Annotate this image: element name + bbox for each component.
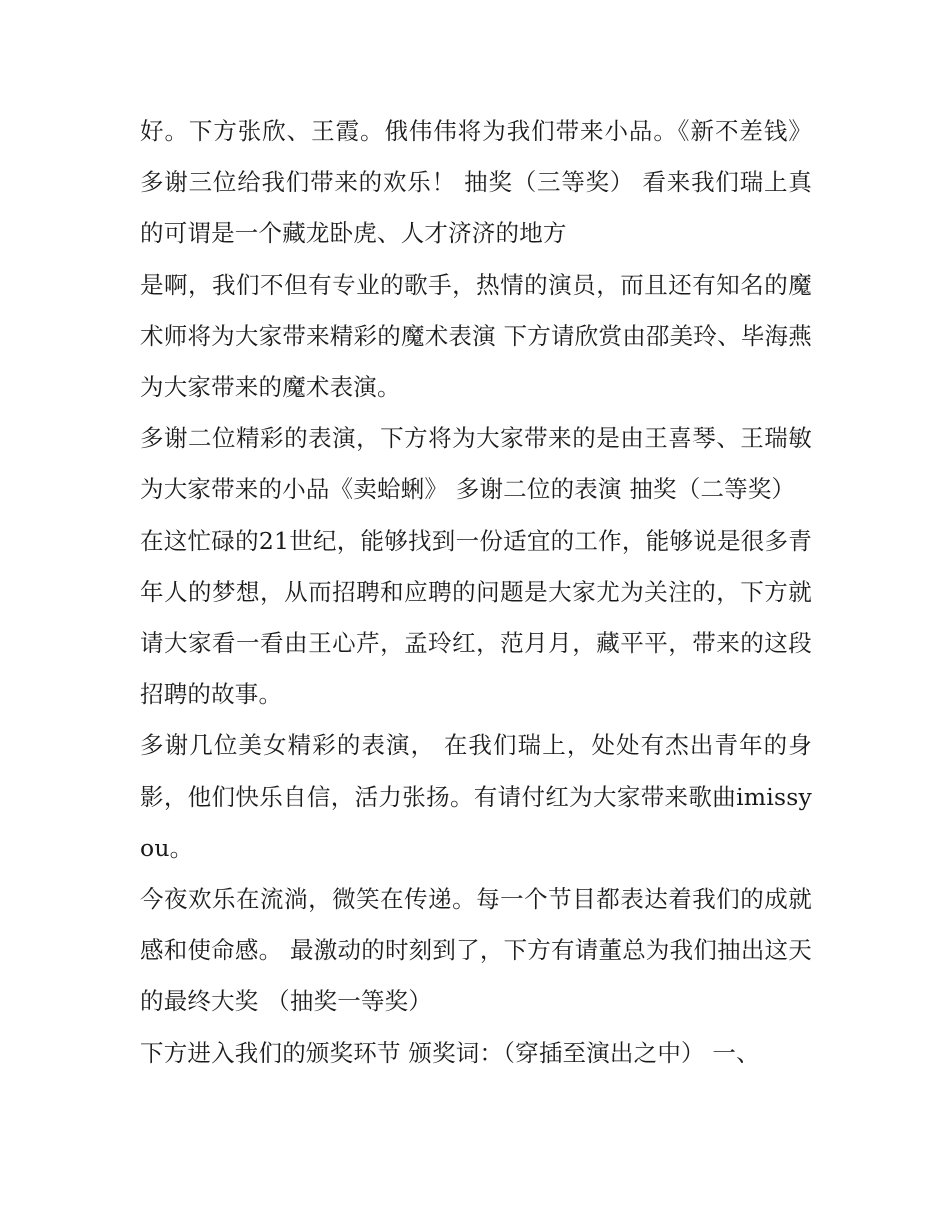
document-body [140, 106, 812, 1079]
paragraph-2: 是啊，我们不但有专业的歌手，热情的演员，而且还有知名的魔术师将为大家带来精彩的魔术表演 下方请欣赏由邵美玲、毕海燕为大家带来的魔术表演。 [140, 270, 812, 402]
paragraph-3: 多谢二位精彩的表演，下方将为大家带来的是由王喜琴、王瑞敏为大家带来的小品《卖蛤蜊》 多谢二位的表演 抽奖（二等奖） [140, 424, 812, 504]
paragraph-1: 好。下方张欣、王霞。俄伟伟将为我们带来小品。《新不差钱》 多谢三位给我们带来的欢乐！ 抽奖（三等奖） 看来我们瑞上真的可谓是一个藏龙卧虎、人才济济的地方 [140, 117, 812, 248]
paragraph-5: 多谢几位美女精彩的表演， 在我们瑞上，处处有杰出青年的身影，他们快乐自信，活力张扬。有请付红为大家带来歌曲imissyou。 [140, 731, 812, 862]
paragraph-7: 下方进入我们的颁奖环节 颁奖词：（穿插至演出之中） 一、 [140, 1038, 760, 1067]
paragraph-6: 今夜欢乐在流淌，微笑在传递。每一个节目都表达着我们的成就感和使命感。 最激动的时刻到了，下方有请董总为我们抽出这天的最终大奖 （抽奖一等奖） [140, 885, 812, 1016]
paragraph-4: 在这忙碌的21世纪，能够找到一份适宜的工作，能够说是很多青年人的梦想，从而招聘和应聘的问题是大家尤为关注的，下方就请大家看一看由王心芹，孟玲红，范月月，藏平平，带来的这段招聘的故事。 [140, 526, 812, 709]
